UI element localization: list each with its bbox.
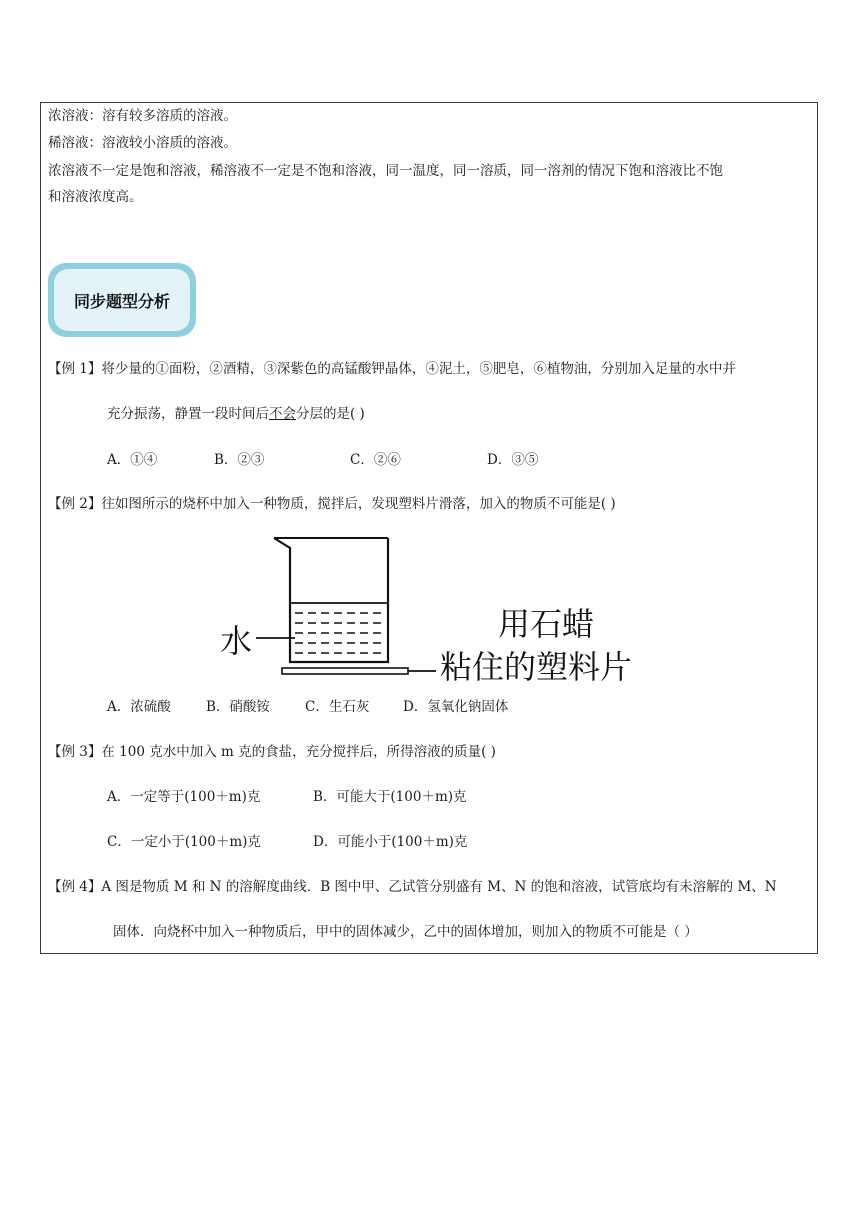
ex2-option-a: A．浓硫酸 [107,699,171,715]
label-plastic-line-2: 粘住的塑料片 [440,648,633,686]
definition-concentrated: 浓溶液：溶有较多溶质的溶液。 [48,108,237,124]
ex1-line2-post: 分层的是( ) [296,406,365,422]
ex1-line2-pre: 充分振荡，静置一段时间后 [107,406,269,422]
label-water: 水 [220,622,253,660]
note-line-1: 浓溶液不一定是饱和溶液，稀溶液不一定是不饱和溶液，同一温度，同一溶质，同一溶剂的情况下饱和溶液比不饱 [48,163,723,179]
section-badge [48,263,196,337]
ex3-option-b: B．可能大于(100＋m)克 [313,789,467,805]
ex2-option-c: C．生石灰 [305,699,370,715]
section-title: 同步题型分析 [54,269,190,331]
beaker-figure [200,530,660,690]
ex3-option-c: C．一定小于(100＋m)克 [107,834,261,850]
ex1-option-a: A．①④ [107,452,158,468]
ex2-question-line-1: 【例 2】往如图所示的烧杯中加入一种物质，搅拌后，发现塑料片滑落，加入的物质不可能是( ) [48,496,616,512]
ex3-option-d: D．可能小于(100＋m)克 [313,834,468,850]
note-line-2: 和溶液浓度高。 [48,189,143,205]
ex1-option-c: C．②⑥ [350,452,401,468]
ex1-option-d: D．③⑤ [487,452,539,468]
ex1-question-line-2 [107,404,365,424]
ex2-option-d: D．氢氧化钠固体 [403,699,509,715]
ex3-question-line-1: 【例 3】在 100 克水中加入 m 克的食盐，充分搅拌后，所得溶液的质量( ) [48,744,496,760]
label-plastic-line-1: 用石蜡 [498,605,595,643]
ex3-option-a: A．一定等于(100＋m)克 [107,789,261,805]
definition-dilute: 稀溶液：溶液较小溶质的溶液。 [48,135,237,151]
ex1-option-b: B．②③ [214,452,265,468]
ex4-question-line-1: 【例 4】A 图是物质 M 和 N 的溶解度曲线．B 图中甲、乙试管分别盛有 M、N 的饱和溶液，试管底均有未溶解的 M、N [48,879,777,895]
ex2-option-b: B．硝酸铵 [206,699,270,715]
ex1-line2-underlined: 不会 [269,406,296,422]
ex1-question-line-1: 【例 1】将少量的①面粉，②酒精，③深紫色的高锰酸钾晶体，④泥土，⑤肥皂，⑥植物油，分别加入足量的水中并 [48,361,736,377]
ex4-question-line-2: 固体．向烧杯中加入一种物质后，甲中的固体减少，乙中的固体增加，则加入的物质不可能是（ ） [113,924,698,940]
content-frame [40,102,818,954]
